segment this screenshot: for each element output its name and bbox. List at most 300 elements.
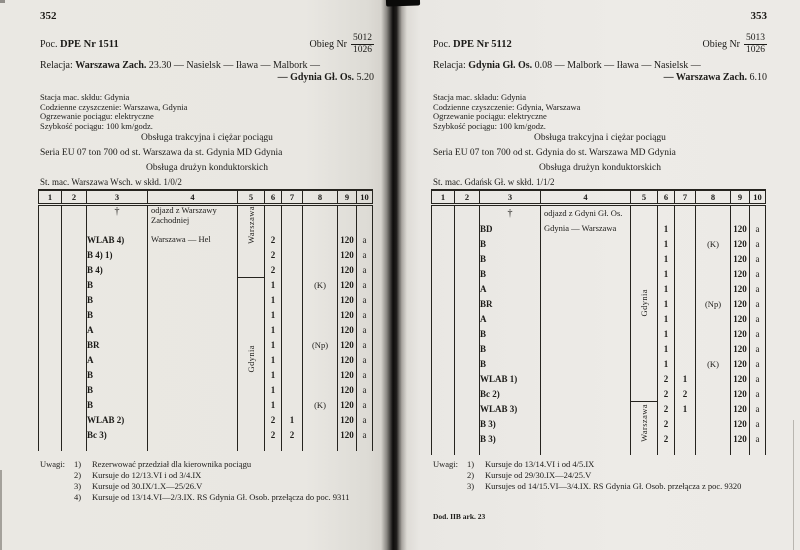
route-cell <box>148 352 238 367</box>
column-header: 4 <box>541 190 631 205</box>
notes-block <box>40 459 374 503</box>
right-edge-artifact <box>793 420 794 550</box>
stub-cell <box>731 446 750 455</box>
table-row <box>39 262 373 277</box>
note-letter-cell <box>750 205 766 222</box>
table-stub-row <box>39 442 373 451</box>
col2-cell <box>62 412 87 427</box>
count2-cell: 1 <box>675 371 696 386</box>
count-cell: 2 <box>265 427 282 442</box>
count2-cell <box>282 277 303 292</box>
note-letter-cell: a <box>357 382 373 397</box>
count-cell <box>265 205 282 233</box>
col2-cell <box>62 322 87 337</box>
stub-cell <box>39 442 62 451</box>
home-station-line: St. mac. Gdańsk Gł. w skłd. 1/1/2 <box>433 177 555 187</box>
col1-cell <box>432 431 455 446</box>
info-line: Ogrzewanie pociągu: elektryczne <box>40 111 154 121</box>
note-text: Kursuje od 30.IX/1.X—25/26.V <box>92 481 203 491</box>
stub-cell <box>432 446 455 455</box>
car-class-cell: B <box>87 292 148 307</box>
count-cell: 1 <box>658 236 675 251</box>
stub-cell <box>238 442 265 451</box>
table-row <box>39 427 373 442</box>
info-line: Szybkość pociągu: 100 km/godz. <box>40 120 153 131</box>
car-class-cell: Bc 3) <box>87 427 148 442</box>
col1-cell <box>432 266 455 281</box>
route-note-line: odjazd z Gdyni Gł. Os. <box>544 207 623 218</box>
note-text: Kursujes od 14/15.VI—3/4.IX. RS Gdynia Gł. Osob. przełącza z poc. 9320 <box>485 481 742 491</box>
car-class-cell: B <box>87 367 148 382</box>
note-letter-cell: a <box>750 221 766 236</box>
car-class-cell: B <box>480 251 541 266</box>
table-row <box>432 371 766 386</box>
col2-cell <box>455 416 480 431</box>
count-cell: 2 <box>658 371 675 386</box>
column-header: 6 <box>658 190 675 205</box>
speed-cell: 120 <box>731 431 750 446</box>
table-row <box>39 277 373 292</box>
column-header: 10 <box>750 190 766 205</box>
count-cell <box>658 205 675 222</box>
mark-cell <box>303 262 338 277</box>
station-vertical-label: Gdynia <box>639 288 649 316</box>
circulation-number <box>703 33 768 56</box>
count2-cell <box>282 322 303 337</box>
car-class-cell: BD <box>480 221 541 236</box>
column-header: 9 <box>731 190 750 205</box>
notes-list <box>467 459 741 492</box>
note-letter-cell: a <box>750 401 766 416</box>
stub-cell <box>455 446 480 455</box>
note-text: Kursuje do 13/14.VI i od 4/5.IX <box>485 459 595 469</box>
speed-cell: 120 <box>731 356 750 371</box>
mark-cell <box>303 232 338 247</box>
stub-cell <box>696 446 731 455</box>
count2-cell <box>282 337 303 352</box>
route-cell <box>148 307 238 322</box>
table-row <box>432 236 766 251</box>
speed-cell: 120 <box>731 281 750 296</box>
route-cell <box>541 311 631 326</box>
note-item <box>74 470 349 481</box>
table-row <box>39 322 373 337</box>
count-cell: 1 <box>265 337 282 352</box>
table-header-row <box>432 190 766 205</box>
top-left-artifact <box>0 0 5 3</box>
count2-cell <box>675 281 696 296</box>
station-span-cell <box>631 401 658 446</box>
route-relation-line2 <box>433 72 767 84</box>
mark-cell <box>303 247 338 262</box>
car-class-cell: B <box>480 326 541 341</box>
count2-cell: 1 <box>675 401 696 416</box>
col2-cell <box>62 367 87 382</box>
route-cell <box>541 326 631 341</box>
col2-cell <box>455 296 480 311</box>
car-class-cell: A <box>480 281 541 296</box>
note-letter-cell: a <box>750 341 766 356</box>
table-row <box>39 307 373 322</box>
car-class-cell: B 4) 1) <box>87 247 148 262</box>
mark-cell: (K) <box>303 397 338 412</box>
speed-cell: 120 <box>731 251 750 266</box>
col1-cell <box>39 205 62 233</box>
info-line: Stacja mac. składu: Gdynia <box>433 92 527 102</box>
col2-cell <box>455 356 480 371</box>
train-id <box>433 39 512 50</box>
column-header: 3 <box>87 190 148 205</box>
speed-cell: 120 <box>338 382 357 397</box>
col1-cell <box>39 412 62 427</box>
note-letter-cell: a <box>750 326 766 341</box>
mark-cell: (Np) <box>696 296 731 311</box>
col1-cell <box>39 427 62 442</box>
relacja-segment: 23.30 — Nasielsk — Iława — Malbork — <box>146 60 320 71</box>
mark-cell <box>696 431 731 446</box>
mark-cell: (K) <box>303 277 338 292</box>
table-row <box>39 412 373 427</box>
car-class-cell: BR <box>480 296 541 311</box>
route-relation <box>433 60 767 84</box>
relacja-segment: 0.08 — Malbork — Iława — Nasielsk — <box>532 60 701 71</box>
page-left <box>0 0 392 550</box>
col2-cell <box>455 311 480 326</box>
count2-cell <box>675 205 696 222</box>
count-cell: 1 <box>265 292 282 307</box>
table-row <box>432 221 766 236</box>
note-number: 1) <box>74 459 82 469</box>
col2-cell <box>455 205 480 222</box>
count-cell: 1 <box>658 296 675 311</box>
count2-cell <box>675 251 696 266</box>
count2-cell <box>282 205 303 233</box>
route-relation-line1 <box>40 60 374 72</box>
car-class-cell: Bc 2) <box>480 386 541 401</box>
count-cell: 1 <box>658 341 675 356</box>
note-letter-cell: a <box>357 247 373 262</box>
column-header: 10 <box>357 190 373 205</box>
column-header: 9 <box>338 190 357 205</box>
route-cell <box>541 281 631 296</box>
col1-cell <box>39 307 62 322</box>
stub-cell <box>541 446 631 455</box>
section-traction-title: Obsługa trakcyjna i ciężar pociągu <box>534 133 666 143</box>
stub-cell <box>480 446 541 455</box>
car-class-cell: WLAB 3) <box>480 401 541 416</box>
section-crews-title: Obsługa drużyn konduktorskich <box>146 163 268 173</box>
col1-cell <box>39 292 62 307</box>
table-row <box>432 386 766 401</box>
note-letter-cell <box>357 205 373 233</box>
speed-cell: 120 <box>338 262 357 277</box>
sheet-footer: Dod. IIB ark. 23 <box>433 512 486 521</box>
count2-cell <box>675 416 696 431</box>
col2-cell <box>62 352 87 367</box>
relacja-segment: Relacja: <box>433 60 469 71</box>
count-cell: 2 <box>658 416 675 431</box>
station-span-cell <box>238 277 265 442</box>
mark-cell <box>696 371 731 386</box>
col2-cell <box>62 307 87 322</box>
count-cell: 1 <box>265 307 282 322</box>
count-cell: 1 <box>265 277 282 292</box>
stub-cell <box>750 446 766 455</box>
car-class-cell: A <box>87 352 148 367</box>
note-item <box>467 481 741 492</box>
obieg-fraction <box>744 33 767 56</box>
col1-cell <box>39 322 62 337</box>
route-cell <box>541 251 631 266</box>
station-vertical-label: Warszawa <box>246 206 256 244</box>
col1-cell <box>39 397 62 412</box>
note-letter-cell: a <box>750 431 766 446</box>
note-number: 3) <box>467 481 475 491</box>
col1-cell <box>39 337 62 352</box>
train-header-line <box>433 30 767 58</box>
note-letter-cell: a <box>750 386 766 401</box>
relacja-segment: Warszawa Zach. <box>675 72 747 83</box>
mark-cell <box>696 221 731 236</box>
table-row <box>432 356 766 371</box>
col1-cell <box>432 221 455 236</box>
col2-cell <box>455 386 480 401</box>
page-number: 352 <box>40 10 57 22</box>
column-header: 2 <box>455 190 480 205</box>
stub-cell <box>338 442 357 451</box>
count-cell: 2 <box>658 401 675 416</box>
col1-cell <box>432 205 455 222</box>
route-cell <box>541 341 631 356</box>
route-cell <box>541 431 631 446</box>
route-cell <box>541 371 631 386</box>
speed-cell: 120 <box>731 266 750 281</box>
mark-cell <box>303 205 338 233</box>
col1-cell <box>39 232 62 247</box>
note-number: 2) <box>74 470 82 480</box>
page-number: 353 <box>750 10 767 22</box>
car-class-cell: B 3) <box>480 431 541 446</box>
info-line: Stacja mac. skłdu: Gdynia <box>40 92 130 102</box>
composition-table <box>431 189 766 455</box>
speed-cell: 120 <box>731 221 750 236</box>
col2-cell <box>455 326 480 341</box>
mark-cell <box>303 322 338 337</box>
speed-cell: 120 <box>731 236 750 251</box>
col2-cell <box>455 371 480 386</box>
table-row <box>432 401 766 416</box>
relacja-segment: 6.10 <box>747 72 767 83</box>
count-cell: 1 <box>658 266 675 281</box>
car-class-cell: A <box>480 311 541 326</box>
col2-cell <box>455 431 480 446</box>
mark-cell <box>303 307 338 322</box>
table-row <box>39 367 373 382</box>
car-class-cell: B 4) <box>87 262 148 277</box>
route-cell <box>148 367 238 382</box>
table-row <box>39 292 373 307</box>
notes-list <box>74 459 349 503</box>
col1-cell <box>39 247 62 262</box>
note-letter-cell: a <box>750 236 766 251</box>
note-text: Kursuje od 13/14.VI—2/3.IX. RS Gdynia Gł. Osob. przełącza do poc. 9311 <box>92 492 350 502</box>
route-cell <box>148 292 238 307</box>
col1-cell <box>432 311 455 326</box>
dagger-icon: † <box>87 205 148 233</box>
table-row <box>39 337 373 352</box>
table-stub-row <box>432 446 766 455</box>
table-row <box>432 281 766 296</box>
column-header: 4 <box>148 190 238 205</box>
column-header: 6 <box>265 190 282 205</box>
stub-cell <box>62 442 87 451</box>
note-letter-cell: a <box>357 352 373 367</box>
route-note-line: Zachodniej <box>151 214 190 225</box>
count2-cell <box>675 311 696 326</box>
speed-cell: 120 <box>338 232 357 247</box>
column-header: 1 <box>39 190 62 205</box>
column-header: 3 <box>480 190 541 205</box>
col1-cell <box>432 326 455 341</box>
route-note-line: odjazd z Warszawy <box>151 205 217 215</box>
car-class-cell: B <box>480 356 541 371</box>
table-row <box>432 311 766 326</box>
car-class-cell: A <box>87 322 148 337</box>
car-class-cell: B <box>87 397 148 412</box>
route-cell <box>541 205 631 222</box>
note-letter-cell: a <box>750 356 766 371</box>
col1-cell <box>432 371 455 386</box>
route-cell <box>148 382 238 397</box>
count2-cell <box>675 221 696 236</box>
count-cell: 1 <box>658 251 675 266</box>
obieg-denominator: 1026 <box>353 44 372 55</box>
train-header-line <box>40 30 374 58</box>
col2-cell <box>62 262 87 277</box>
speed-cell: 120 <box>338 352 357 367</box>
note-letter-cell: a <box>750 371 766 386</box>
note-letter-cell: a <box>750 311 766 326</box>
mark-cell <box>696 401 731 416</box>
train-number: DPE Nr 1511 <box>60 38 119 50</box>
service-info-block <box>433 93 767 131</box>
section-crews-title: Obsługa drużyn konduktorskich <box>539 163 661 173</box>
count-cell: 2 <box>265 262 282 277</box>
notes-block <box>433 459 767 492</box>
note-letter-cell: a <box>357 262 373 277</box>
route-cell <box>148 337 238 352</box>
note-item <box>74 459 349 470</box>
station-span-cell <box>631 205 658 402</box>
mark-cell <box>303 367 338 382</box>
table-row <box>432 205 766 222</box>
note-number: 3) <box>74 481 82 491</box>
count-cell: 1 <box>658 356 675 371</box>
count-cell: 1 <box>658 281 675 296</box>
notes-label: Uwagi: <box>40 459 66 469</box>
note-letter-cell: a <box>357 307 373 322</box>
count-cell: 1 <box>265 322 282 337</box>
col2-cell <box>62 232 87 247</box>
route-cell <box>541 266 631 281</box>
mark-cell <box>303 382 338 397</box>
col2-cell <box>455 281 480 296</box>
speed-cell: 120 <box>338 322 357 337</box>
count2-cell <box>282 397 303 412</box>
count2-cell <box>282 382 303 397</box>
count-cell: 1 <box>265 352 282 367</box>
speed-cell: 120 <box>338 427 357 442</box>
col1-cell <box>432 416 455 431</box>
mark-cell <box>303 427 338 442</box>
note-number: 2) <box>467 470 475 480</box>
col1-cell <box>39 367 62 382</box>
count2-cell <box>675 266 696 281</box>
col1-cell <box>39 262 62 277</box>
note-letter-cell: a <box>750 266 766 281</box>
count2-cell <box>675 296 696 311</box>
note-text: Rezerwować przedział dla kierownika pociągu <box>92 459 252 469</box>
car-class-cell: B <box>87 382 148 397</box>
obieg-label: Obieg Nr <box>309 38 347 50</box>
mark-cell: (K) <box>696 356 731 371</box>
count2-cell <box>282 307 303 322</box>
car-class-cell: B <box>480 266 541 281</box>
count-cell: 1 <box>265 397 282 412</box>
mark-cell <box>696 281 731 296</box>
count-cell: 1 <box>265 382 282 397</box>
mark-cell <box>696 386 731 401</box>
note-letter-cell: a <box>357 322 373 337</box>
car-class-cell: BR <box>87 337 148 352</box>
note-letter-cell: a <box>750 416 766 431</box>
speed-cell: 120 <box>338 367 357 382</box>
col2-cell <box>455 221 480 236</box>
speed-cell: 120 <box>731 296 750 311</box>
count-cell: 1 <box>658 221 675 236</box>
route-cell <box>541 401 631 416</box>
stub-cell <box>282 442 303 451</box>
count2-cell <box>675 356 696 371</box>
column-header: 5 <box>631 190 658 205</box>
col1-cell <box>39 277 62 292</box>
note-text: Kursuje do 12/13.VI i od 3/4.IX <box>92 470 202 480</box>
obieg-denominator: 1026 <box>746 44 765 55</box>
route-cell <box>541 416 631 431</box>
table-row <box>432 341 766 356</box>
route-relation <box>40 60 374 84</box>
route-note-line: Gdynia — Warszawa <box>544 222 617 233</box>
column-header: 1 <box>432 190 455 205</box>
obieg-numerator: 5012 <box>353 32 372 43</box>
col2-cell <box>455 251 480 266</box>
col1-cell <box>432 401 455 416</box>
relacja-segment: Relacja: <box>40 60 76 71</box>
count-cell: 2 <box>658 431 675 446</box>
note-letter-cell: a <box>357 292 373 307</box>
train-number: DPE Nr 5112 <box>453 38 512 50</box>
station-vertical-label: Warszawa <box>639 403 649 442</box>
relacja-segment: Gdynia Gł. Os. <box>468 60 533 71</box>
route-relation-line1 <box>433 60 767 72</box>
count-cell: 2 <box>265 412 282 427</box>
route-relation-line2 <box>40 72 374 84</box>
col1-cell <box>39 382 62 397</box>
route-note-line: Warszawa — Hel <box>151 233 211 244</box>
route-cell <box>541 296 631 311</box>
col1-cell <box>39 352 62 367</box>
obieg-numerator: 5013 <box>746 32 765 43</box>
